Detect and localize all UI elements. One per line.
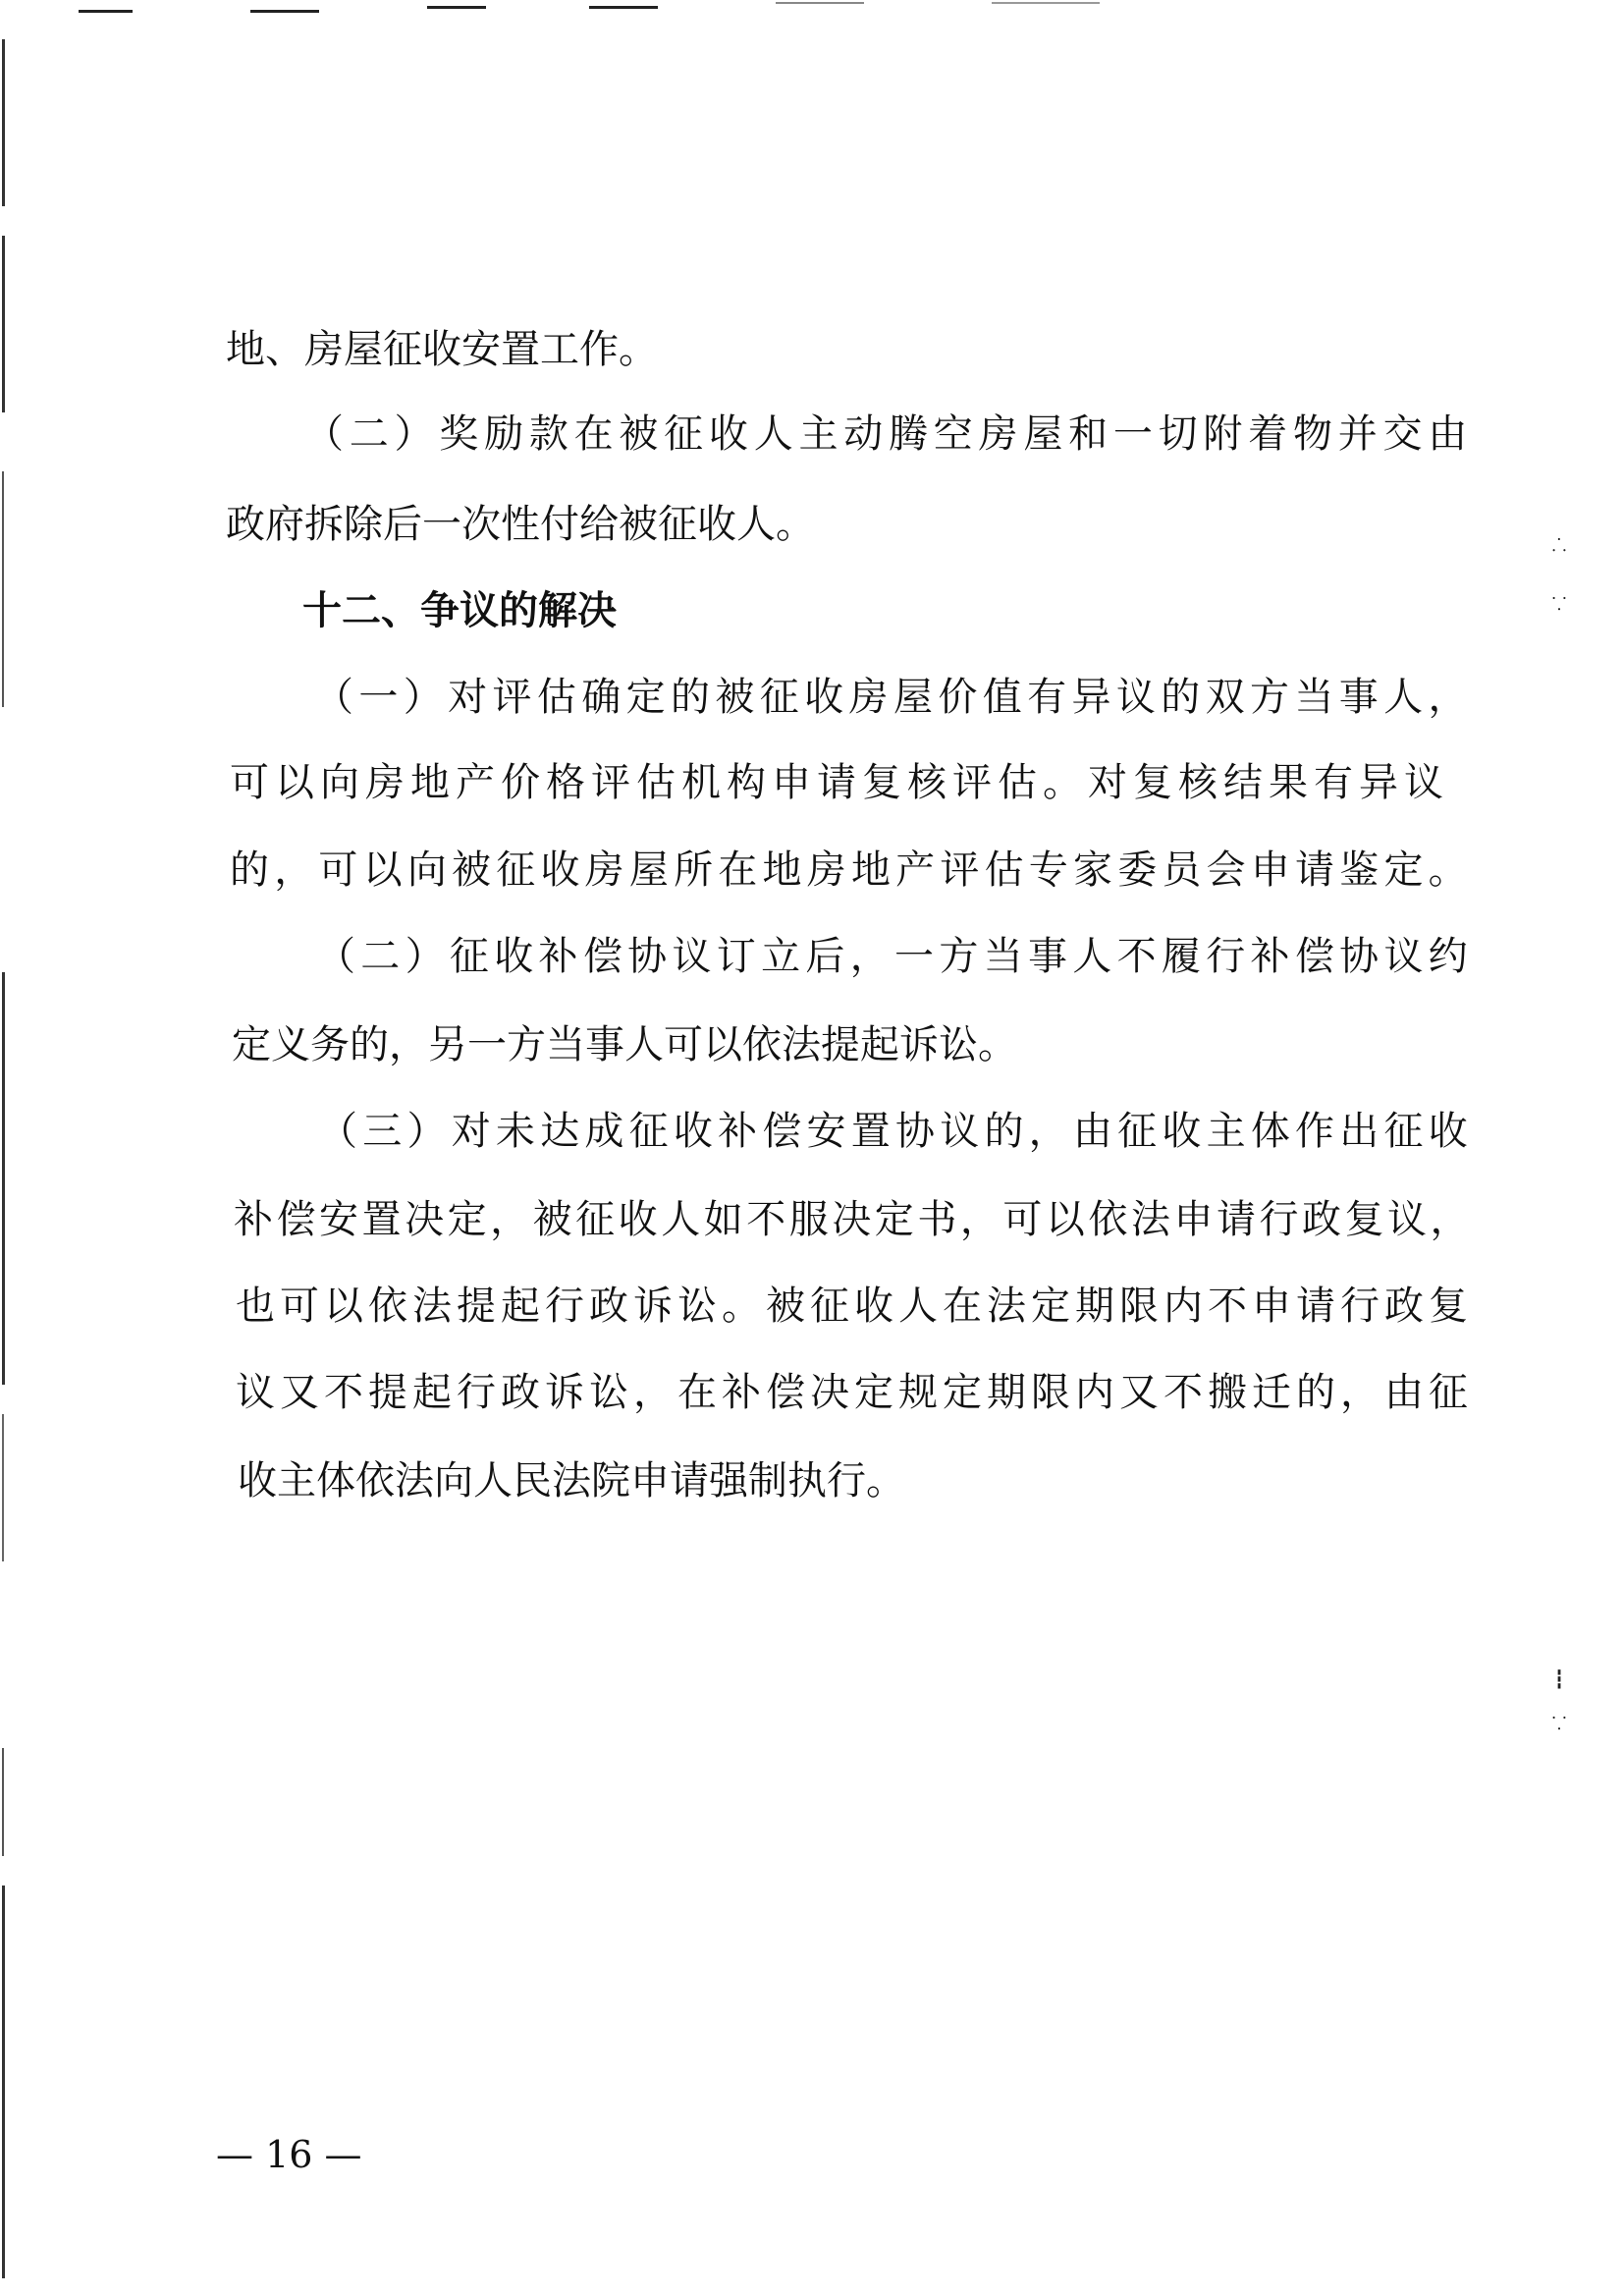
scan-artifact-top [79, 10, 133, 13]
text-line: （一）对评估确定的被征收房屋价值有异议的双方当事人， [314, 675, 1473, 720]
scan-edge-left [2, 972, 5, 1385]
scan-edge-left [2, 471, 4, 707]
scan-artifact-top [776, 2, 864, 4]
scan-artifact-top [992, 2, 1100, 4]
text-line: 议又不提起行政诉讼，在补偿决定规定期限内又不搬迁的，由征 [236, 1370, 1473, 1415]
scan-speck-right: ⸫ [1551, 535, 1567, 556]
scan-edge-left [2, 1748, 4, 1856]
text-line: 地、房屋征收安置工作。 [226, 327, 658, 372]
text-line: 的，可以向被征收房屋所在地房地产评估专家委员会申请鉴定。 [230, 847, 1473, 893]
scan-edge-left [2, 1886, 5, 2278]
text-line: 补偿安置决定，被征收人如不服决定书，可以依法申请行政复议， [234, 1197, 1474, 1242]
page-number: — 16 — [216, 2133, 362, 2176]
scan-speck-right: ⸪ [1551, 594, 1567, 615]
text-line: 可以向房地产价格评估机构申请复核评估。对复核结果有异议 [230, 760, 1449, 805]
scan-edge-left [2, 1414, 4, 1561]
text-line: （三）对未达成征收补偿安置协议的，由征收主体作出征收 [318, 1109, 1473, 1154]
text-line: （二）奖励款在被征收人主动腾空房屋和一切附着物并交由 [304, 411, 1474, 457]
scan-edge-left [2, 236, 5, 412]
text-line: 收主体依法向人民法院申请强制执行。 [238, 1458, 905, 1503]
text-line: 政府拆除后一次性付给被征收人。 [226, 502, 815, 547]
scan-artifact-top [427, 6, 486, 9]
text-line: 也可以依法提起行政诉讼。被征收人在法定期限内不申请行政复 [236, 1284, 1473, 1329]
text-line: 定义务的，另一方当事人可以依法提起诉讼。 [232, 1022, 1017, 1067]
scan-speck-right: ⸪ [1551, 1714, 1567, 1734]
scan-artifact-top [250, 10, 319, 13]
scan-speck-right: ┇ [1553, 1669, 1565, 1690]
scan-artifact-top [589, 6, 658, 9]
scan-edge-left [2, 39, 5, 206]
text-line: （二）征收补偿协议订立后，一方当事人不履行补偿协议约 [316, 934, 1474, 979]
section-heading: 十二、争议的解决 [302, 588, 617, 633]
